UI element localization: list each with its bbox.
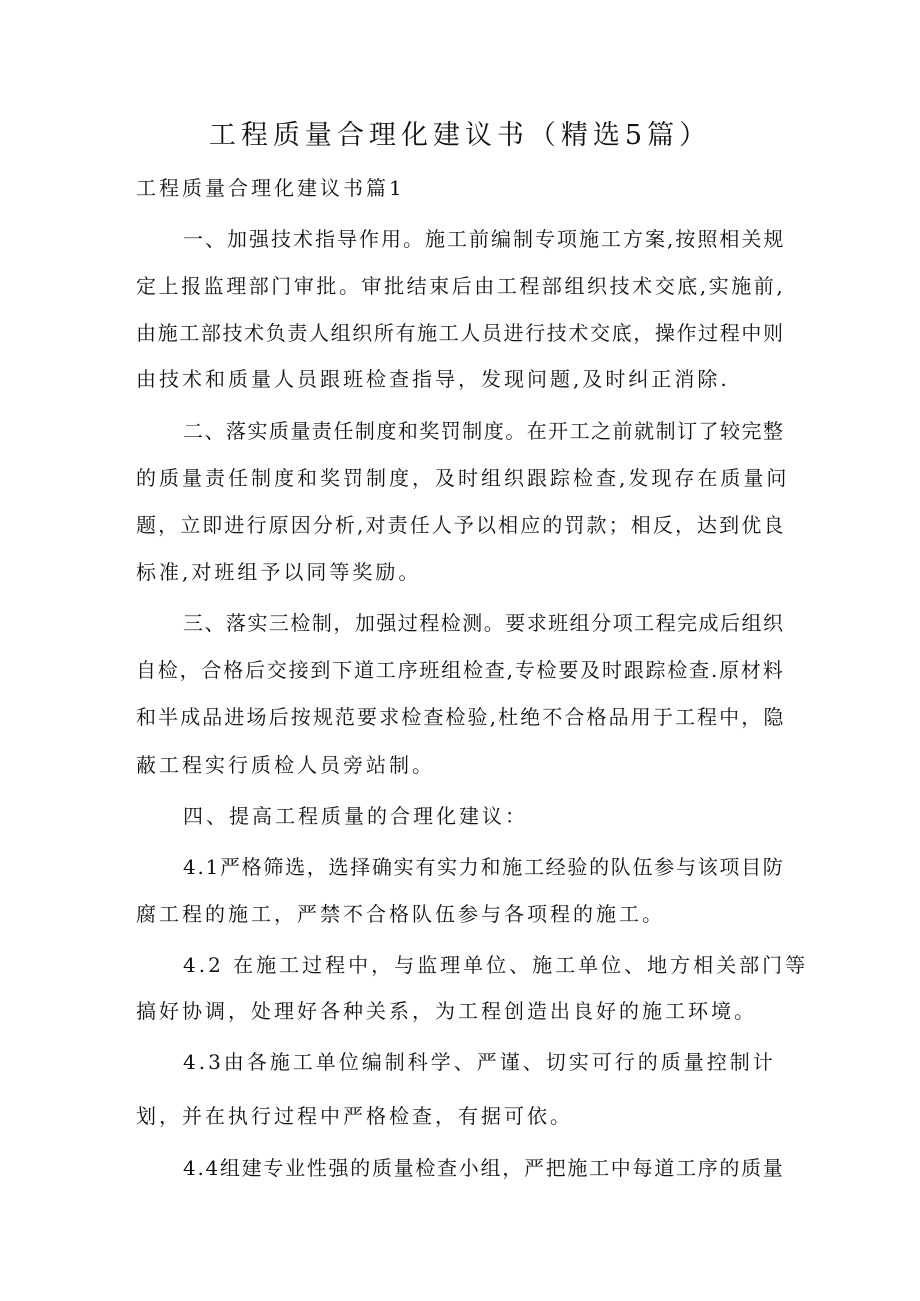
item-3-line: 自检，合格后交接到下道工序班组检查,专检要及时跟踪检查.原材料 bbox=[136, 658, 785, 682]
item-2-line: 二、落实质量责任制度和奖罚制度。在开工之前就制订了较完整 bbox=[183, 419, 785, 443]
item-4-1-line: 腐工程的施工，严禁不合格队伍参与各项程的施工。 bbox=[136, 902, 665, 926]
item-2-line: 题，立即进行原因分析,对责任人予以相应的罚款；相反，达到优良 bbox=[136, 513, 786, 537]
item-4-line: 四、提高工程质量的合理化建议： bbox=[183, 804, 528, 828]
item-4-3-line: 4.3由各施工单位编制科学、严谨、切实可行的质量控制计 bbox=[183, 1050, 776, 1074]
item-4-3-line: 划，并在执行过程中严格检查，有据可依。 bbox=[136, 1104, 573, 1128]
item-3-line: 和半成品进场后按规范要求检查检验,杜绝不合格品用于工程中，隐 bbox=[136, 705, 786, 729]
section-heading: 工程质量合理化建议书篇1 bbox=[136, 176, 405, 200]
item-3-line: 三、落实三检制，加强过程检测。要求班组分项工程完成后组织 bbox=[183, 611, 785, 635]
item-1-line: 一、加强技术指导作用。施工前编制专项施工方案,按照相关规 bbox=[183, 227, 786, 251]
item-3-line: 蔽工程实行质检人员旁站制。 bbox=[136, 753, 435, 777]
item-4-4-line: 4.4组建专业性强的质量检查小组，严把施工中每道工序的质量 bbox=[183, 1156, 785, 1180]
item-4-2-line: 4.2 在施工过程中，与监理单位、施工单位、地方相关部门等 bbox=[183, 953, 809, 977]
item-1-line: 定上报监理部门审批。审批结束后由工程部组织技术交底,实施前, bbox=[136, 274, 786, 298]
item-1-line: 由技术和质量人员跟班检查指导，发现问题,及时纠正消除. bbox=[136, 367, 730, 391]
item-1-line: 由施工部技术负责人组织所有施工人员进行技术交底，操作过程中则 bbox=[136, 321, 785, 345]
item-2-line: 的质量责任制度和奖罚制度，及时组织跟踪检查,发现存在质量问 bbox=[136, 466, 790, 490]
item-2-line: 标准,对班组予以同等奖励。 bbox=[136, 560, 422, 584]
item-4-1-line: 4.1严格筛选，选择确实有实力和施工经验的队伍参与该项目防 bbox=[183, 855, 785, 879]
document-title: 工程质量合理化建议书（精选5篇） bbox=[208, 120, 712, 151]
item-4-2-line: 搞好协调，处理好各种关系，为工程创造出良好的施工环境。 bbox=[136, 999, 757, 1023]
